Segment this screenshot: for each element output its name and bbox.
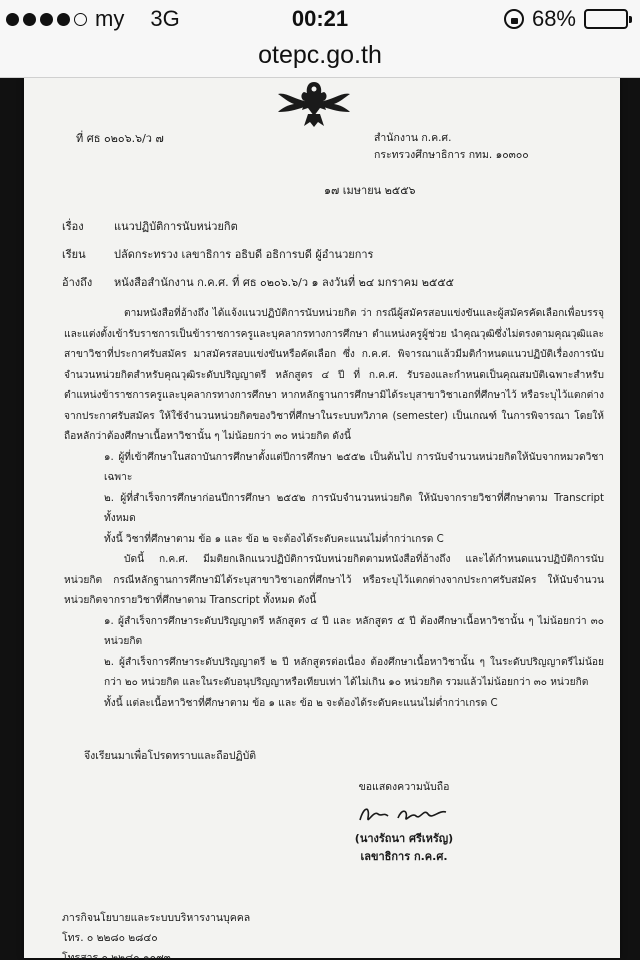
signer-title: เลขาธิการ ก.ค.ศ. <box>360 850 448 863</box>
letter-date: ๑๗ เมษายน ๒๕๕๖ <box>324 184 416 197</box>
body-item: ๒. ผู้สำเร็จการศึกษาระดับปริญญาตรี ๒ ปี หลักสูตรต่อเนื่อง ต้องศึกษาเนื้อหาวิชานั้น ๆ ในระดับปริญญาตรีไม่น้อยกว่า ๒๐ หน่วยกิต และในระดับอนุปริญญาหรือเทียบเท่า ได้ไม่เกิน ๑๐ หน่วยกิต รวมแล้วไม่น้อยกว่า ๓๐ หน่วยกิต <box>104 656 604 688</box>
office-line: กระทรวงศึกษาธิการ กทม. ๑๐๓๐๐ <box>374 149 529 161</box>
office-line: สำนักงาน ก.ค.ศ. <box>374 132 452 144</box>
body-note: ทั้งนี้ วิชาที่ศึกษาตาม ข้อ ๑ และ ข้อ ๒ จะต้องได้ระดับคะแนนไม่ต่ำกว่าเกรด C <box>104 533 444 545</box>
recipient-text: ปลัดกระทรวง เลขาธิการ อธิบดี อธิการบดี ผู้อำนวยการ <box>114 248 374 261</box>
status-time: 00:21 <box>291 6 349 31</box>
letter-body <box>64 304 604 714</box>
signer-name: (นางรัถนา ศรีเหรัญ) <box>354 832 454 845</box>
address-bar[interactable] <box>0 40 640 78</box>
closing-line: จึงเรียนมาเพื่อโปรดทราบและถือปฏิบัติ <box>84 750 257 762</box>
reference-text: หนังสือสำนักงาน ก.ค.ศ. ที่ ศธ ๐๒๐๖.๖/ว ๑ ลงวันที่ ๒๔ มกราคม ๒๕๕๕ <box>114 276 454 289</box>
body-note: ทั้งนี้ แต่ละเนื้อหาวิชาที่ศึกษาตาม ข้อ ๑ และ ข้อ ๒ จะต้องได้ระดับคะแนนไม่ต่ำกว่าเกรด C <box>104 697 498 709</box>
recipient-row <box>62 248 373 261</box>
signature-block <box>304 778 504 866</box>
document-viewer[interactable] <box>0 78 640 960</box>
url-domain[interactable]: otepc.go.th <box>258 41 382 69</box>
network-type: 3G <box>150 6 180 31</box>
regards-text: ขอแสดงความนับถือ <box>358 781 450 793</box>
rotation-lock-icon <box>504 9 524 29</box>
body-paragraph: บัดนี้ ก.ค.ศ. มีมติยกเลิกแนวปฏิบัติการนับหน่วยกิตตามหนังสือที่อ้างถึง และได้กำหนดแนวปฏิบัติการนับหน่วยกิต กรณีหลักฐานการศึกษามิได้ระบุสาขาวิชาเอกที่ศึกษาไว้ หรือระบุไว้แตกต่างจากประกาศรับสมัคร ให้นับจำนวนหน่วยกิตจากรายวิชาที่ศึกษาตาม Transcript ทั้งหมด ดังนี้ <box>64 554 604 606</box>
battery-icon <box>584 9 628 29</box>
letter-footer <box>62 908 250 960</box>
garuda-emblem-icon <box>274 80 354 128</box>
battery-percent: 68% <box>531 6 576 31</box>
footer-phone: โทร. ๐ ๒๒๘๐ ๒๘๔๐ <box>62 932 158 944</box>
reference-number: ที่ ศธ ๐๒๐๖.๖/ว ๗ <box>76 132 164 145</box>
subject-row <box>62 220 238 233</box>
reference-label: อ้างถึง <box>62 276 93 289</box>
reference-row <box>62 276 454 289</box>
status-right <box>504 6 628 32</box>
recipient-label: เรียน <box>62 248 86 261</box>
footer-department: ภารกิจนโยบายและระบบบริหารงานบุคคล <box>62 912 251 924</box>
sender-office <box>374 130 529 164</box>
carrier-name: my <box>95 6 125 31</box>
footer-fax: โทรสาร ๐ ๒๒๘๐ ๑๐๙๓ <box>62 952 171 960</box>
body-item: ๑. ผู้ที่เข้าศึกษาในสถาบันการศึกษาตั้งแต่ปีการศึกษา ๒๕๕๒ เป็นต้นไป การนับจำนวนหน่วยกิตให้นับจากหมวดวิชาเฉพาะ <box>104 451 604 483</box>
signature-icon <box>354 800 454 828</box>
letter-page <box>24 78 620 958</box>
body-item: ๑. ผู้สำเร็จการศึกษาระดับปริญญาตรี หลักสูตร ๔ ปี และ หลักสูตร ๕ ปี ต้องศึกษาเนื้อหาวิชานั้น ๆ ไม่น้อยกว่า ๓๐ หน่วยกิต <box>104 615 604 647</box>
status-bar <box>0 0 640 40</box>
body-item: ๒. ผู้ที่สำเร็จการศึกษาก่อนปีการศึกษา ๒๕๕๒ การนับจำนวนหน่วยกิต ให้นับจากรายวิชาที่ศึกษาตาม Transcript ทั้งหมด <box>104 492 604 524</box>
subject-text: แนวปฏิบัติการนับหน่วยกิต <box>114 220 238 233</box>
subject-label: เรื่อง <box>62 220 84 233</box>
body-paragraph: ตามหนังสือที่อ้างถึง ได้แจ้งแนวปฏิบัติการนับหน่วยกิต ว่า กรณีผู้สมัครสอบแข่งขันและผู้สมัครคัดเลือกเพื่อบรรจุและแต่งตั้งเข้ารับราชการเป็นข้าราชการครูและบุคลากรทางการศึกษา ตำแหน่งครูผู้ช่วย นำคุณวุฒิซึ่งไม่ตรงตามคุณวุฒิและสาขาวิชาที่ประกาศรับสมัคร มาสมัครสอบแข่งขันหรือคัดเลือก ซึ่ง ก.ค.ศ. พิจารณาแล้วมีมติกำหนดแนวปฏิบัติเรื่องการนับจำนวนหน่วยกิตสำหรับคุณวุฒิระดับปริญญาตรี หลักสูตร ๔ ปี ที่ ก.ค.ศ. รับรองและกำหนดเป็นคุณสมบัติเฉพาะสำหรับตำแหน่งข้าราชการครูและบุคลากรทางการศึกษา หากหลักฐานการศึกษามิได้ระบุสาขาวิชาเอกที่ศึกษาไว้ หรือระบุไว้แตกต่างจากประกาศรับสมัคร ให้ใช้จำนวนหน่วยกิตของวิชาที่ศึกษาในระบบทวิภาค (semester) เป็นเกณฑ์ ในการพิจารณา โดยให้ถือหลักว่าต้องศึกษาเนื้อหาวิชานั้น ๆ ไม่น้อยกว่า ๓๐ หน่วยกิต ดังนี้ <box>64 308 604 442</box>
